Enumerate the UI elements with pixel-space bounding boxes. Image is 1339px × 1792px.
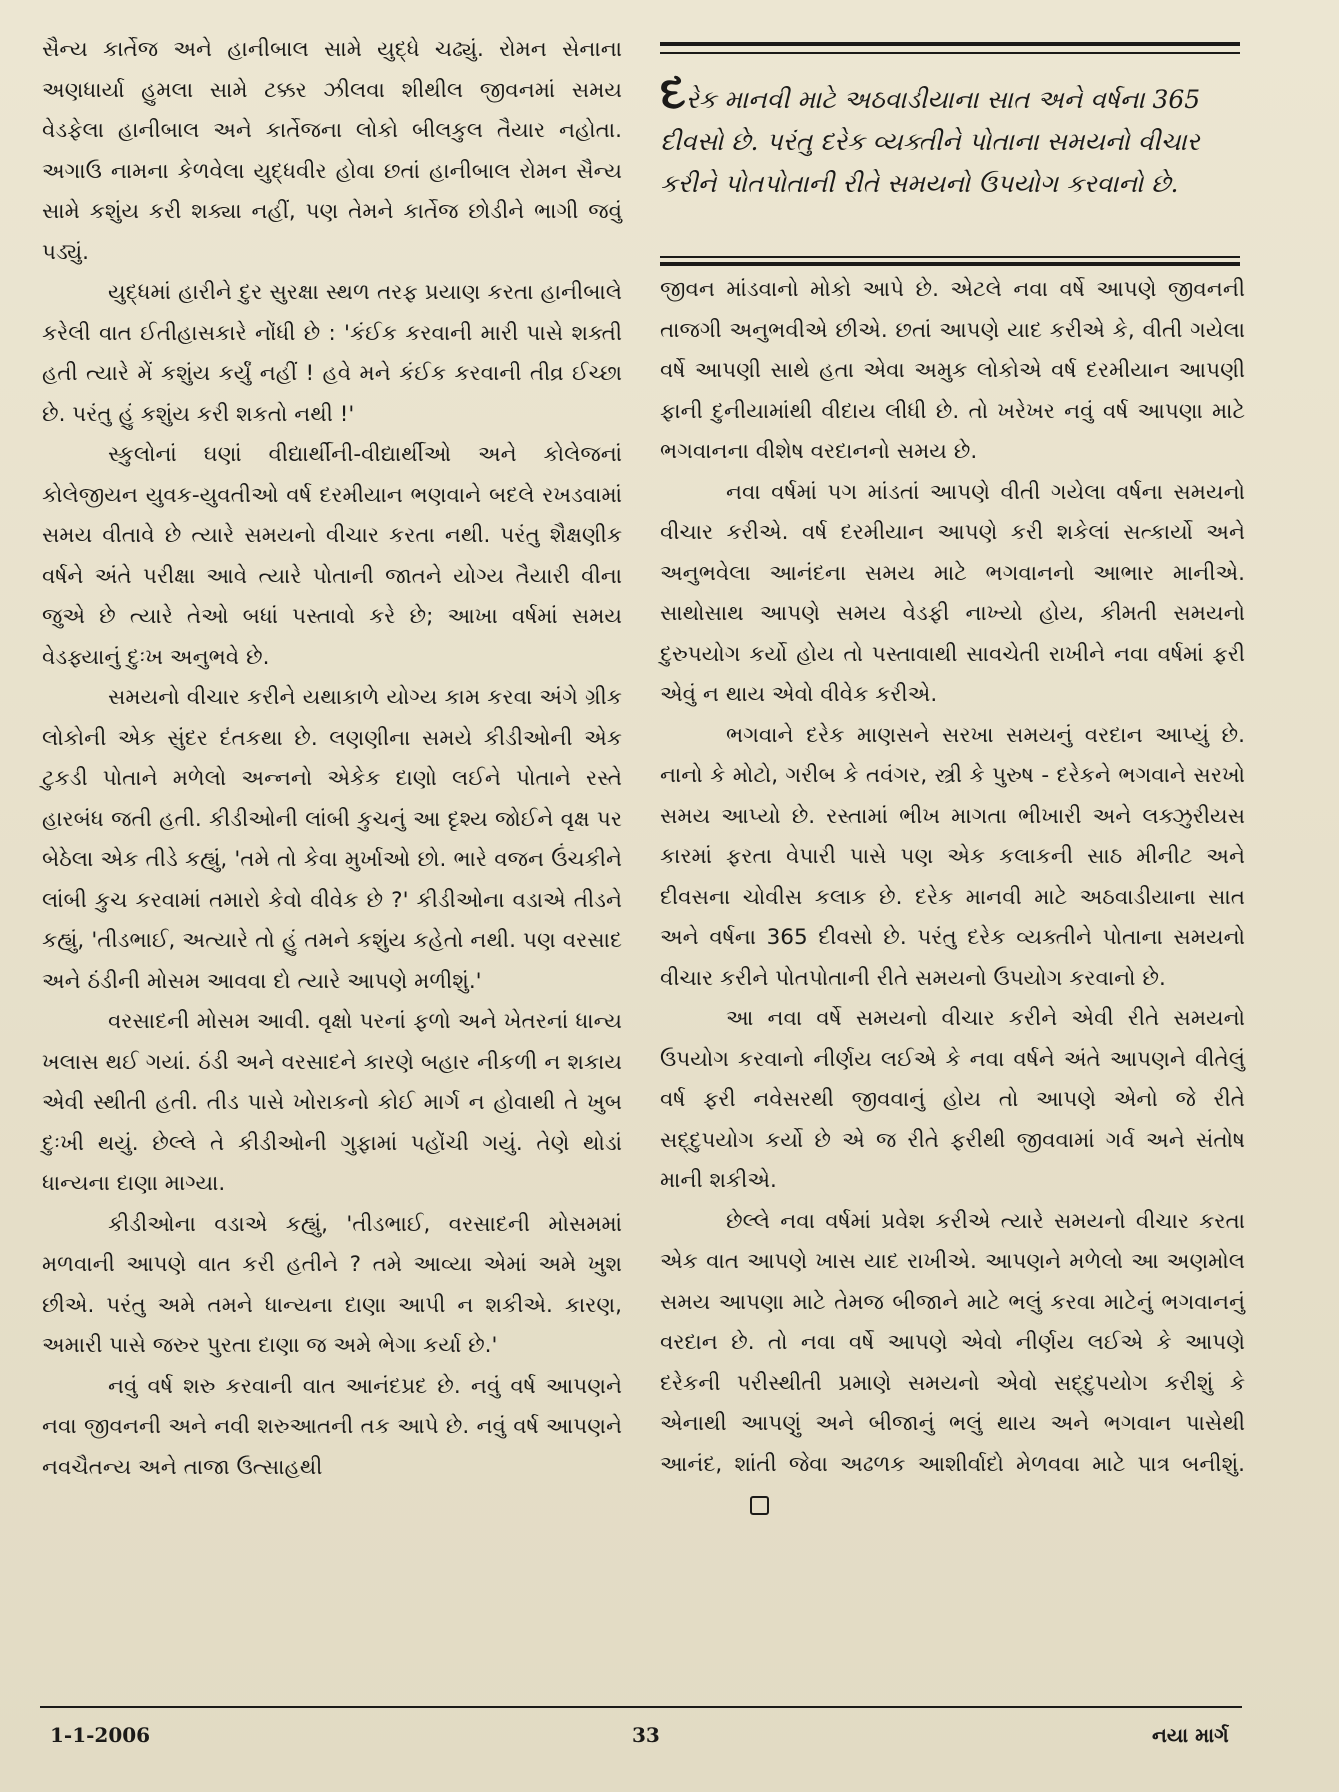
paragraph: આ નવા વર્ષે સમયનો વીચાર કરીને એવી રીતે સમયનો ઉપયોગ કરવાનો નીર્ણય લઈએ કે નવા વર્ષને અંતે આપણને વીતેલું વર્ષ ફરી નવેસરથી જીવવાનું હોય તો આપણે એનો જે રીતે સદ્દુપયોગ કર્યો છે એ જ રીતે ફરીથી જીવવામાં ગર્વ અને સંતોષ માની શકીએ. — [660, 1006, 1245, 1193]
paragraph: સૈન્ય કાર્તેજ અને હાનીબાલ સામે યુદ્ધે ચઢ્યું. રોમન સેનાના અણધાર્યા હુમલા સામે ટક્કર ઝીલવા શીથીલ જીવનમાં સમય વેડફેલા હાનીબાલ અને કાર્તેજના લોકો બીલકુલ તૈયાર નહોતા. અગાઉ નામના કેળવેલા યુદ્ધવીર હોવા છતાં હાનીબાલ રોમન સૈન્ય સામે કશુંય કરી શક્યા નહીં, પણ તેમને કાર્તેજ છોડીને ભાગી જવું પડ્યું. — [42, 37, 622, 265]
left-column — [42, 30, 622, 1488]
paragraph-text: છેલ્લે નવા વર્ષમાં પ્રવેશ કરીએ ત્યારે સમયનો વીચાર કરતા એક વાત આપણે ખાસ યાદ રાખીએ. આપણને મળેલો આ અણમોલ સમય આપણા માટે તેમજ બીજાને માટે ભલું કરવા માટેનું ભગવાનનું વરદાન છે. તો નવા વર્ષે આપણે એવો નીર્ણય લઈએ કે આપણે દરેકની પરીસ્થીતી પ્રમાણે સમયનો એવો સદ્દુપયોગ કરીશું કે એનાથી આપણું અને બીજાનું ભલું થાય અને ભગવાન પાસેથી આનંદ, શાંતી જેવા અઢળક આશીર્વાદો મેળવવા માટે પાત્ર બનીશું. — [660, 1208, 1245, 1477]
pull-quote-top-rule-thin — [660, 52, 1240, 54]
pull-quote-text: રેક માનવી માટે અઠવાડીયાના સાત અને વર્ષના 365 દીવસો છે. પરંતુ દરેક વ્યક્તીને પોતાના સમયનો વીચાર કરીને પોતપોતાની રીતે સમયનો ઉપયોગ કરવાનો છે. — [660, 85, 1201, 198]
page-number: 33 — [632, 1723, 660, 1747]
paragraph: વરસાદની મોસમ આવી. વૃક્ષો પરનાં ફળો અને ખેતરનાં ધાન્ય ખલાસ થઈ ગયાં. ઠંડી અને વરસાદને કારણે બહાર નીકળી ન શકાય એવી સ્થીતી હતી. તીડ પાસે ખોરાકનો કોઈ માર્ગ ન હોવાથી તે ખુબ દુઃખી થયું. છેલ્લે તે કીડીઓની ગુફામાં પહોંચી ગયું. તેણે થોડાં ધાન્યના દાણા માગ્યા. — [42, 1009, 622, 1196]
paragraph — [660, 1202, 1245, 1526]
pull-quote-bottom-rule-thin — [660, 256, 1240, 258]
paragraph: ભગવાને દરેક માણસને સરખા સમયનું વરદાન આપ્યું છે. નાનો કે મોટો, ગરીબ કે તવંગર, સ્ત્રી કે પુરુષ - દરેકને ભગવાને સરખો સમય આપ્યો છે. રસ્તામાં ભીખ માગતા ભીખારી અને લક્ઝુરીયસ કારમાં ફરતા વેપારી પાસે પણ એક કલાકની સાઠ મીનીટ અને દીવસના ચોવીસ કલાક છે. દરેક માનવી માટે અઠવાડીયાના સાત અને વર્ષના 365 દીવસો છે. પરંતુ દરેક વ્યક્તીને પોતાના સમયનો વીચાર કરીને પોતપોતાની રીતે સમયનો ઉપયોગ કરવાનો છે. — [660, 722, 1245, 991]
right-column — [660, 270, 1245, 1526]
pull-quote-initial: દ — [660, 65, 686, 119]
paragraph: સમયનો વીચાર કરીને યથાકાળે યોગ્ય કામ કરવા અંગે ગ્રીક લોકોની એક સુંદર દંતકથા છે. લણણીના સમયે કીડીઓની એક ટુકડી પોતાને મળેલો અન્નનો એકેક દાણો લઈને પોતાને રસ્તે હારબંધ જતી હતી. કીડીઓની લાંબી કુચનું આ દૃશ્ય જોઈને વૃક્ષ પર બેઠેલા એક તીડે કહ્યું, 'તમે તો કેવા મુર્ખાઓ છો. ભારે વજન ઉંચકીને લાંબી કુચ કરવામાં તમારો કેવો વીવેક છે ?' કીડીઓના વડાએ તીડને કહ્યું, 'તીડભાઈ, અત્યારે તો હું તમને કશુંય કહેતો નથી. પણ વરસાદ અને ઠંડીની મોસમ આવવા દો ત્યારે આપણે મળીશું.' — [42, 685, 622, 994]
pull-quote-top-rule-thick — [660, 42, 1240, 46]
paragraph: નવા વર્ષમાં પગ માંડતાં આપણે વીતી ગયેલા વર્ષના સમયનો વીચાર કરીએ. વર્ષ દરમીયાન આપણે કરી શકેલાં સત્કાર્યો અને અનુભવેલા આનંદના સમય માટે ભગવાનનો આભાર માનીએ. સાથોસાથ આપણે સમય વેડફી નાખ્યો હોય, કીમતી સમયનો દુરુપયોગ કર્યો હોય તો પસ્તાવાથી સાવચેતી રાખીને નવા વર્ષમાં ફરી એવું ન થાય એવો વીવેક કરીએ. — [660, 479, 1245, 707]
paragraph: યુદ્ધમાં હારીને દુર સુરક્ષા સ્થળ તરફ પ્રયાણ કરતા હાનીબાલે કરેલી વાત ઈતીહાસકારે નોંધી છે : 'કંઈક કરવાની મારી પાસે શક્તી હતી ત્યારે મેં કશુંય કર્યું નહીં ! હવે મને કંઈક કરવાની તીવ્ર ઈચ્છા છે. પરંતુ હું કશુંય કરી શકતો નથી !' — [42, 280, 622, 427]
issue-date: 1-1-2006 — [50, 1723, 151, 1747]
paragraph: સ્કુલોનાં ઘણાં વીદ્યાર્થીની-વીદ્યાર્થીઓ અને કોલેજનાં કોલેજીયન યુવક-યુવતીઓ વર્ષ દરમીયાન ભણવાને બદલે રખડવામાં સમય વીતાવે છે ત્યારે સમયનો વીચાર કરતા નથી. પરંતુ શૈક્ષણીક વર્ષને અંતે પરીક્ષા આવે ત્યારે પોતાની જાતને યોગ્ય તૈયારી વીના જુએ છે ત્યારે તેઓ બધાં પસ્તાવો કરે છે; આખા વર્ષમાં સમય વેડફ્યાનું દુઃખ અનુભવે છે. — [42, 442, 622, 670]
pull-quote — [660, 65, 1245, 205]
paragraph: કીડીઓના વડાએ કહ્યું, 'તીડભાઈ, વરસાદની મોસમમાં મળવાની આપણે વાત કરી હતીને ? તમે આવ્યા એમાં અમે ખુશ છીએ. પરંતુ અમે તમને ધાન્યના દાણા આપી ન શકીએ. કારણ, અમારી પાસે જરુર પુરતા દાણા જ અમે ભેગા કર્યા છે.' — [42, 1211, 622, 1358]
end-of-article-square-icon — [750, 1496, 769, 1515]
paragraph: નવું વર્ષ શરુ કરવાની વાત આનંદપ્રદ છે. નવું વર્ષ આપણને નવા જીવનની અને નવી શરુઆતની તક આપે છે. નવું વર્ષ આપણને નવચૈતન્ય અને તાજા ઉત્સાહથી — [42, 1373, 622, 1480]
footer-rule — [40, 1706, 1242, 1708]
magazine-name: નયા માર્ગ — [1152, 1723, 1229, 1747]
pull-quote-bottom-rule-thick — [660, 262, 1240, 266]
paragraph: જીવન માંડવાનો મોકો આપે છે. એટલે નવા વર્ષે આપણે જીવનની તાજગી અનુભવીએ છીએ. છતાં આપણે યાદ કરીએ કે, વીતી ગયેલા વર્ષે આપણી સાથે હતા એવા અમુક લોકોએ વર્ષ દરમીયાન આપણી ફાની દુનીયામાંથી વીદાય લીધી છે. તો ખરેખર નવું વર્ષ આપણા માટે ભગવાનના વીશેષ વરદાનનો સમય છે. — [660, 277, 1245, 464]
